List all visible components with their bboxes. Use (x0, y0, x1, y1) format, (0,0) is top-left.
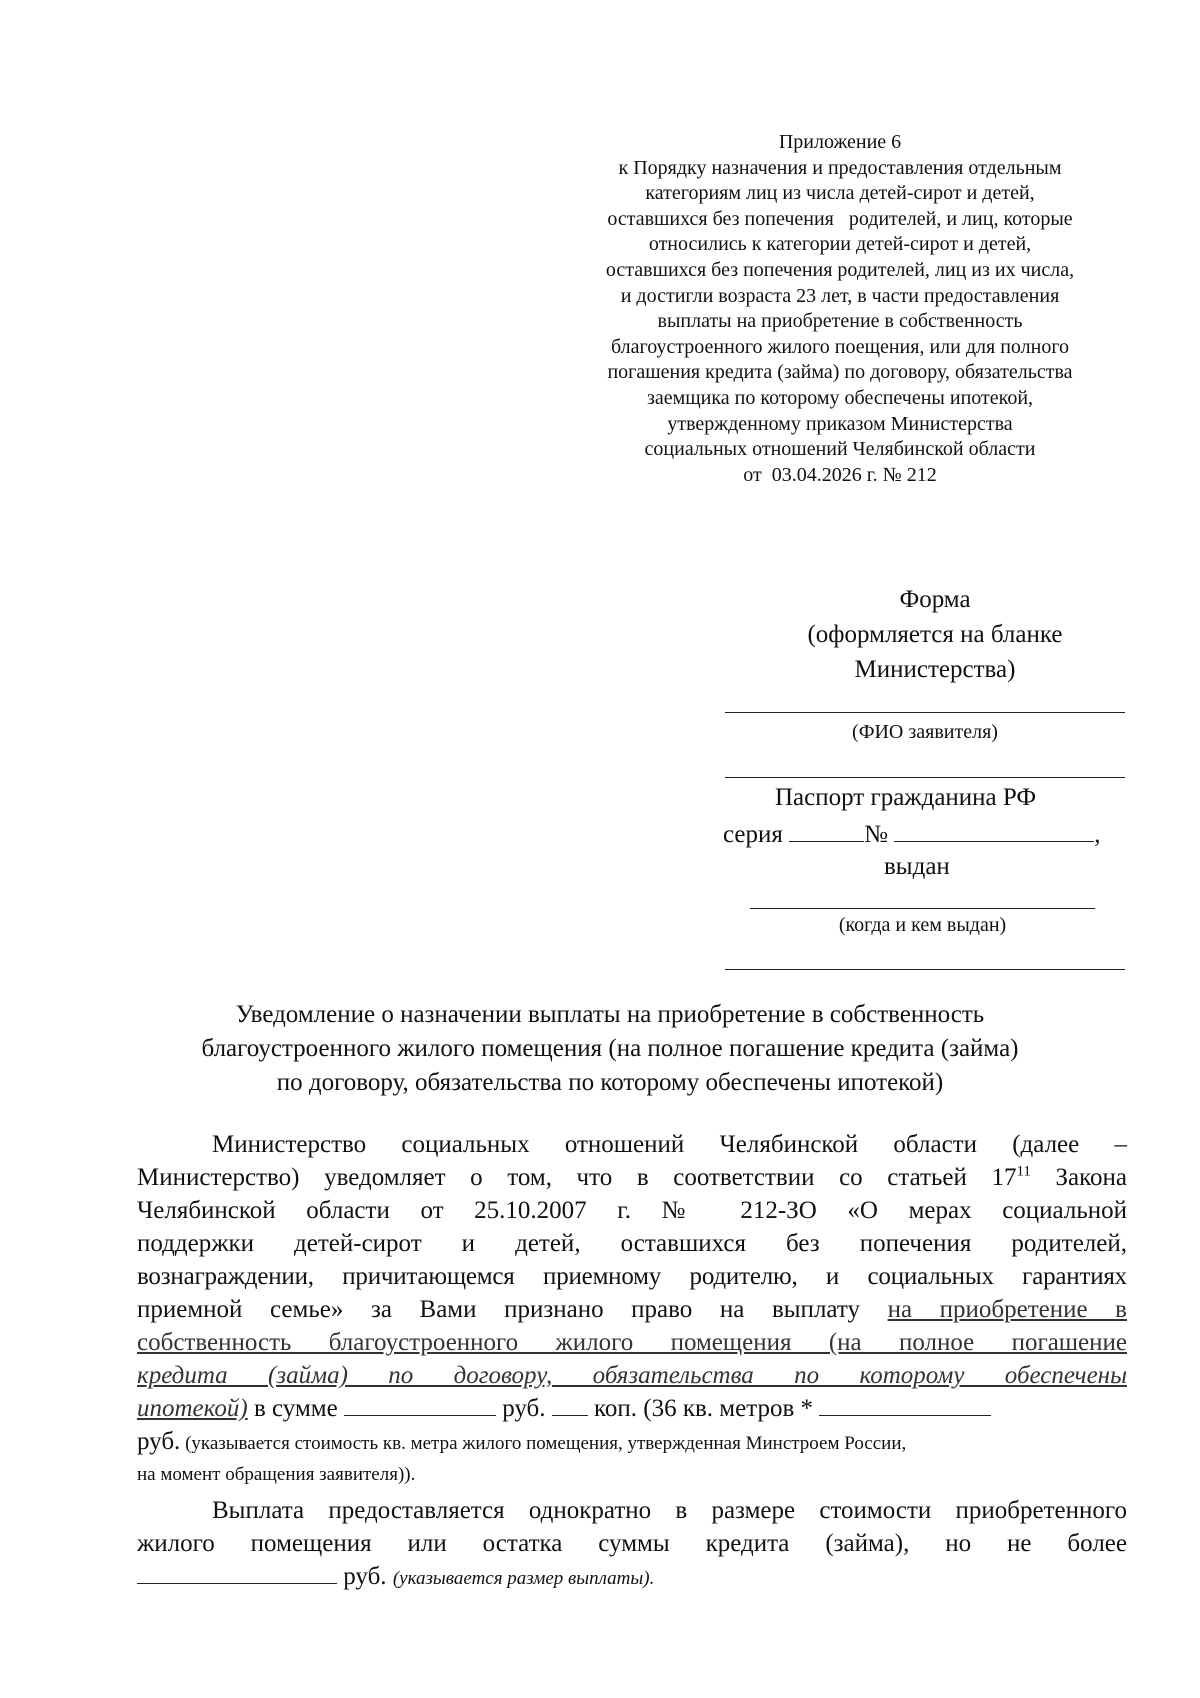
annex-line: погашения кредита (займа) по договору, обязательства (607, 361, 1073, 384)
underlined-phrase: на приобретение в (887, 1296, 1127, 1323)
body-line: руб. (указывается стоимость кв. метра жилого помещения, утвержденная Минстроем России, (137, 1428, 907, 1455)
number-label: № (864, 821, 888, 848)
form-title-block (710, 582, 1160, 687)
annex-line: выплаты на приобретение в собственность (657, 310, 1023, 333)
notice-paragraph-1 (137, 1128, 1127, 1491)
amount-rub-field[interactable] (344, 1395, 496, 1416)
notice-title-line: благоустроенного жилого помещения (на полное погашение кредита (займа) (201, 1035, 1019, 1062)
annex-line: к Порядку назначения и предоставления отдельным (618, 156, 1062, 179)
superscript: 11 (1016, 1163, 1031, 1180)
fio-line[interactable] (725, 712, 1125, 713)
notice-title-line: по договору, обязательства по которому обеспечены ипотекой) (276, 1069, 944, 1096)
annex-line: оставшихся без попечения родителей, лиц из их числа, (605, 258, 1075, 281)
annex-line: оставшихся без попечения родителей, и лиц, которые (607, 207, 1073, 230)
underlined-phrase: кредита (займа) по договору, обязательства по которому обеспечены (137, 1362, 1127, 1389)
annex-line: от 03.04.2026 г. № 212 (743, 463, 937, 486)
series-label: серия (723, 821, 783, 848)
issued-caption: (когда и кем выдан) (838, 914, 1007, 936)
annex-line: Приложение 6 (778, 131, 902, 153)
underlined-phrase: собственность благоустроенного жилого помещения (на полное погашение (137, 1329, 1127, 1356)
body-line (137, 1326, 1127, 1359)
body-line: приемной семье» за Вами признано право на выплату на приобретение в (137, 1296, 1127, 1323)
annex-line: относились к категории детей-сирот и детей, (648, 233, 1032, 256)
underlined-phrase: ипотекой) (137, 1395, 248, 1422)
notice-title (130, 998, 1090, 1100)
issued-extra-line[interactable] (725, 969, 1125, 970)
body-line: жилого помещения или остатка суммы кредита (займа), но не более (137, 1530, 1127, 1557)
series-field[interactable] (789, 819, 864, 842)
annex-line: социальных отношений Челябинской области (644, 438, 1036, 461)
payment-amount-field[interactable] (137, 1563, 337, 1584)
passport-title: Паспорт гражданина РФ (775, 784, 1037, 811)
fio-caption: (ФИО заявителя) (852, 721, 998, 743)
form-subtitle: Министерства) (854, 656, 1016, 683)
body-line: вознаграждении, причитающемся приемному родителю, и социальных гарантиях (137, 1263, 1127, 1290)
body-line: руб. (указывается размер выплаты). (137, 1560, 1127, 1593)
annex-line: и достигли возраста 23 лет, в части предоставления (620, 284, 1060, 307)
annex-line: утвержденному приказом Министерства (667, 412, 1013, 435)
body-line: ипотекой) в сумме руб. коп. (36 кв. метров * (137, 1392, 1127, 1425)
annex-header (540, 130, 1140, 488)
body-line (137, 1359, 1127, 1392)
body-line: поддержки детей-сирот и детей, оставшихся без попечения родителей, (137, 1230, 1127, 1257)
comma: , (1094, 821, 1101, 848)
notice-paragraph-2 (137, 1494, 1127, 1593)
form-title: Форма (899, 586, 971, 613)
body-line: Министерство социальных отношений Челябинской области (далее – (212, 1131, 1127, 1158)
applicant-extra-line[interactable] (725, 777, 1125, 778)
number-field[interactable] (894, 819, 1094, 842)
body-line: Министерство) уведомляет о том, что в соответствии со статьей $17^{11}$ Закона (137, 1163, 1127, 1191)
form-subtitle: (оформляется на бланке (807, 621, 1063, 648)
annex-line: заемщика по которому обеспечены ипотекой, (646, 386, 1034, 409)
issued-label: выдан (884, 853, 950, 880)
annex-line: категориям лиц из числа детей-сирот и детей, (645, 182, 1035, 205)
notice-title-line: Уведомление о назначении выплаты на приобретение в собственность (235, 1001, 985, 1028)
price-per-meter-field[interactable] (819, 1395, 991, 1416)
body-line: Челябинской области от 25.10.2007 г. № 212-ЗО «О мерах социальной (137, 1197, 1127, 1224)
amount-kop-field[interactable] (552, 1395, 588, 1416)
annex-line: благоустроенного жилого поещения, или для полного (610, 335, 1070, 358)
issued-line[interactable] (750, 908, 1095, 909)
body-line: на момент обращения заявителя)). (137, 1464, 416, 1485)
body-line: Выплата предоставляется однократно в размере стоимости приобретенного (212, 1497, 1127, 1524)
passport-series-row (723, 819, 1143, 849)
